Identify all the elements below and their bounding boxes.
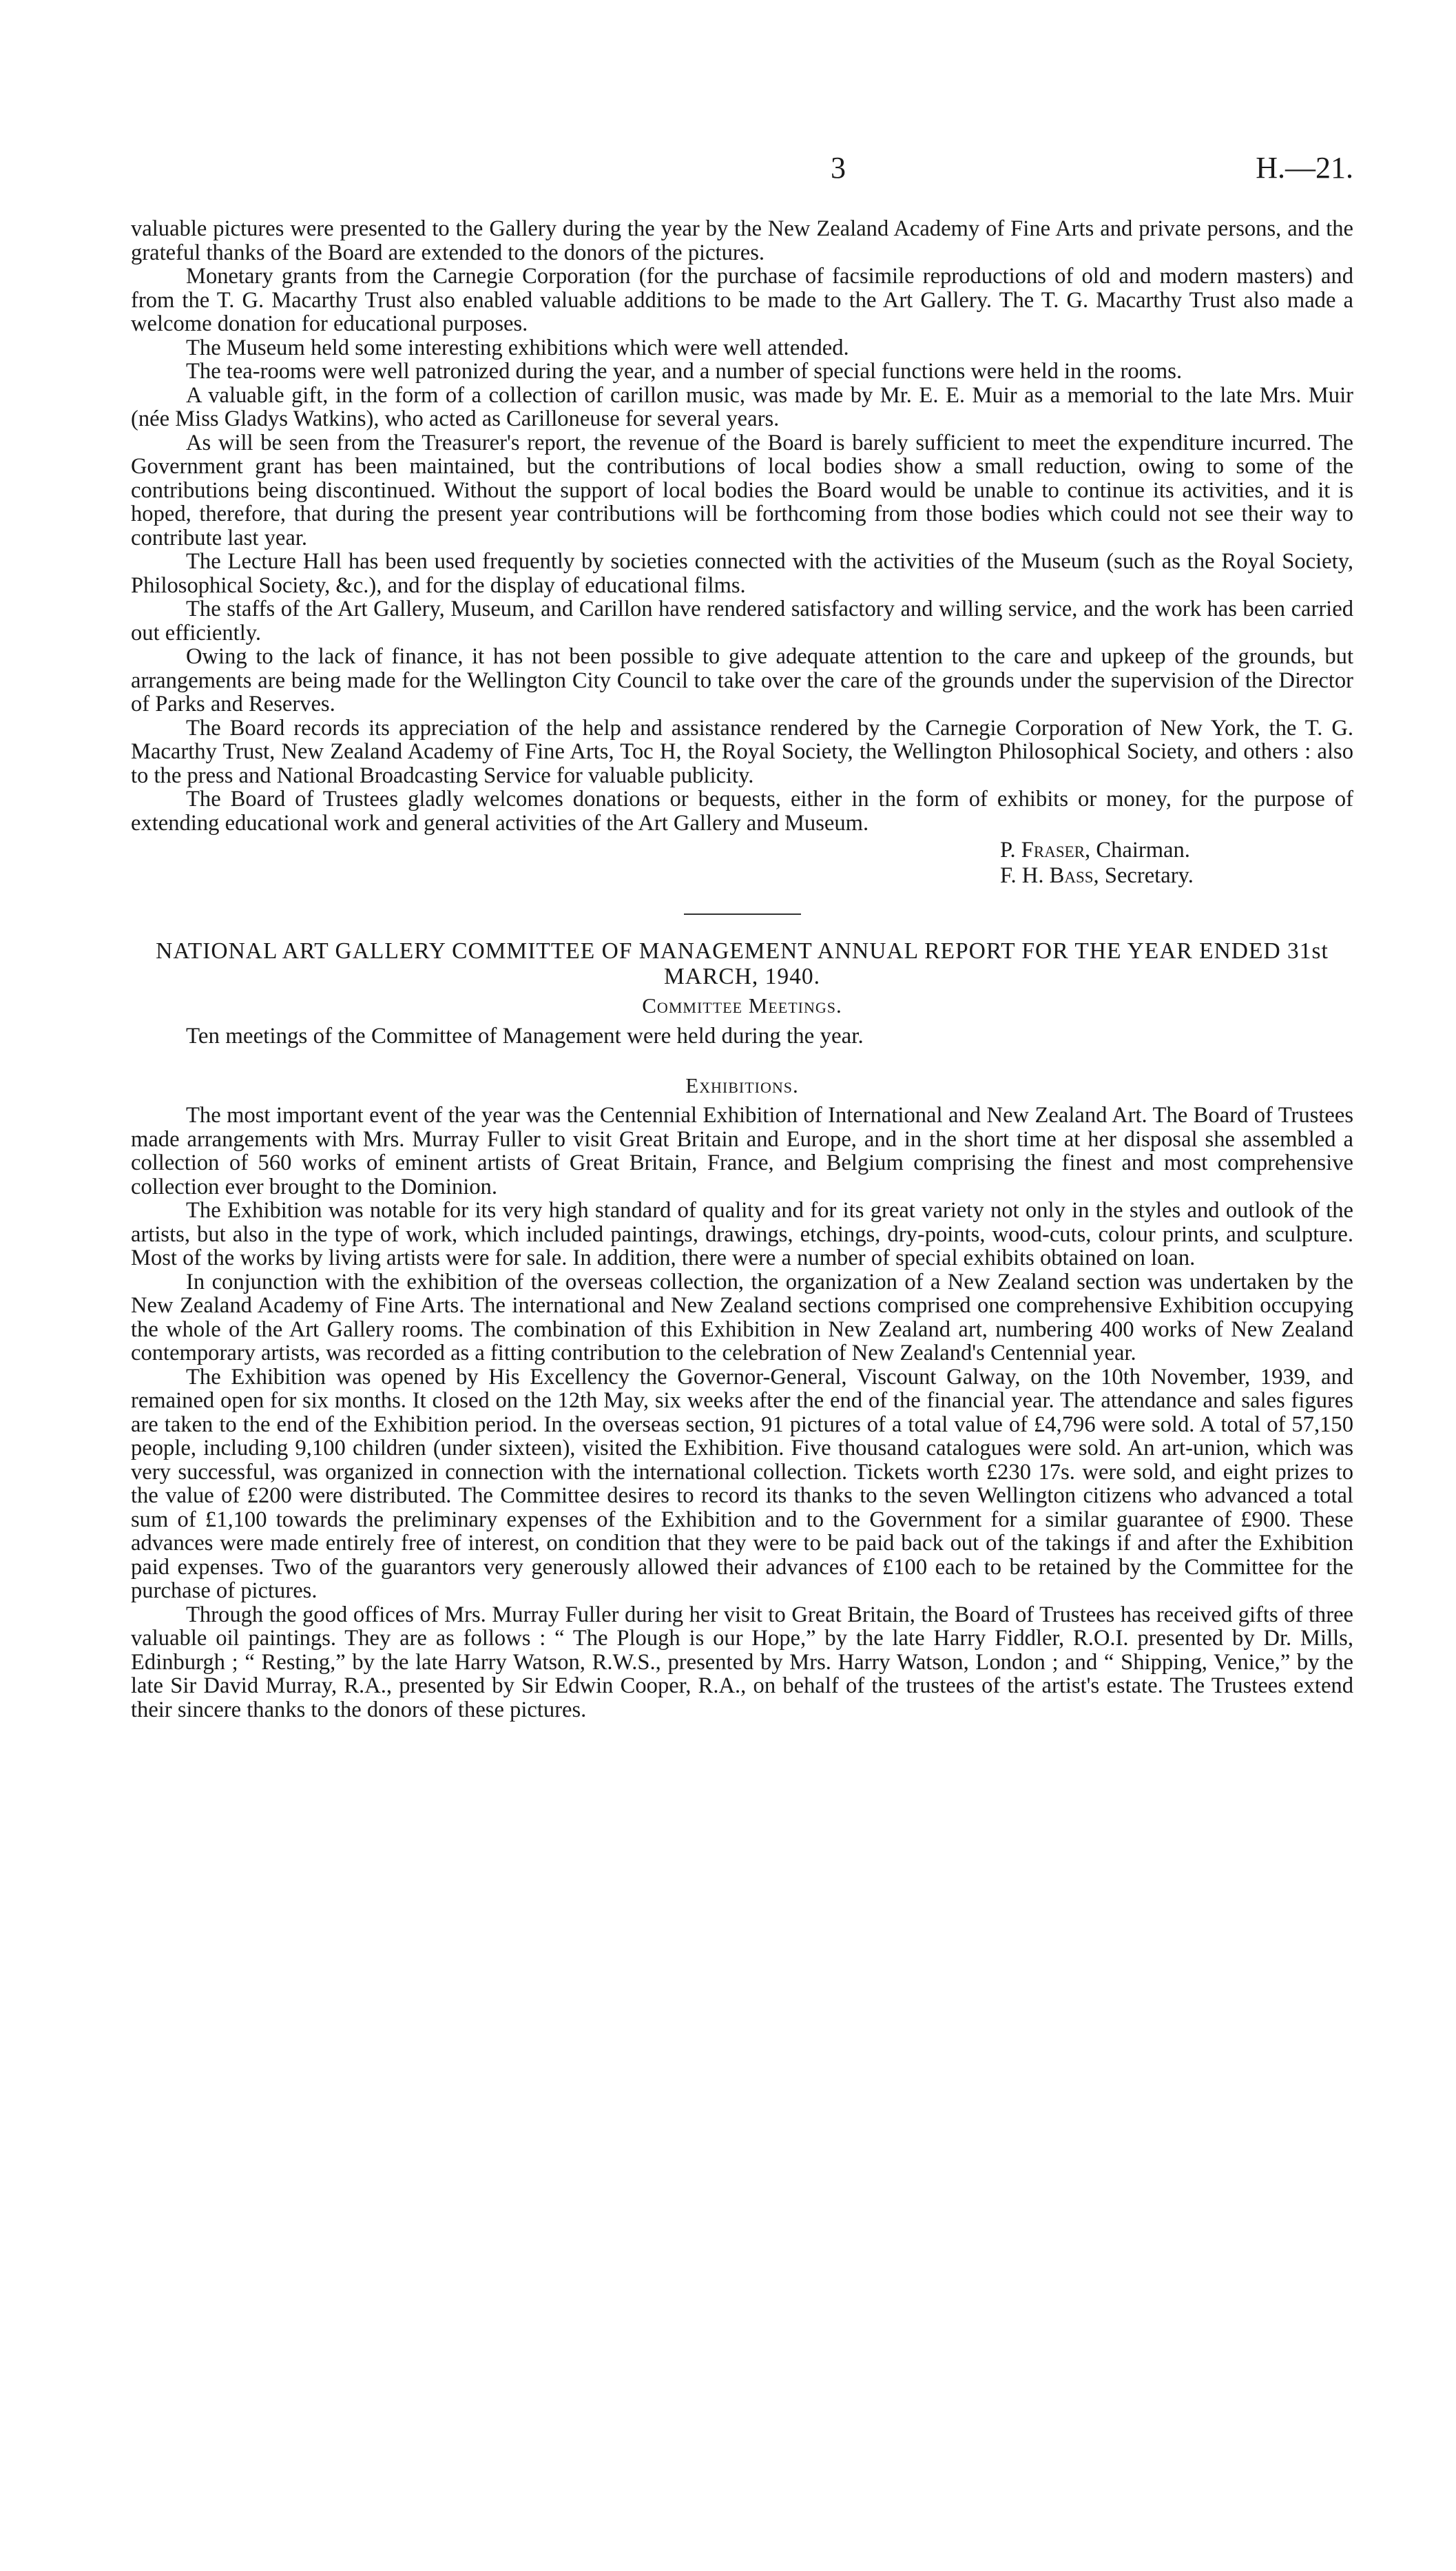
section-divider (684, 913, 801, 915)
signatory-name: P. Fraser (1000, 838, 1085, 863)
document-reference: H.—21. (1256, 151, 1353, 185)
signature-chairman (1000, 838, 1353, 863)
signatory-name: F. H. Bass (1000, 863, 1094, 888)
signatory-role: , Secretary. (1093, 863, 1194, 888)
paragraph: Monetary grants from the Carnegie Corporation (for the purchase of facsimile reproductions of old and modern masters) and from the T. G. Macarthy Trust also enabled valuable additions to be made to the Art Gallery. The T. G. Macarthy Trust also made a welcome donation for educational purposes. (131, 264, 1353, 336)
paragraph: As will be seen from the Treasurer's report, the revenue of the Board is barely sufficient to meet the expenditure incurred. The Government grant has been maintained, but the contributions of local bodies show a small reduction, owing to some of the contributions being discontinued. Without the support of local bodies the Board would be unable to continue its activities, and it is hoped, therefore, that during the present year contributions will be forthcoming from those bodies which could not see their way to contribute last year. (131, 430, 1353, 550)
paragraph: The Museum held some interesting exhibitions which were well attended. (186, 335, 849, 360)
report-title: NATIONAL ART GALLERY COMMITTEE OF MANAGEMENT ANNUAL REPORT FOR THE YEAR ENDED 31st MARCH, 1940. (156, 938, 1329, 989)
exhibitions-heading: Exhibitions. (685, 1073, 799, 1097)
paragraph: Through the good offices of Mrs. Murray Fuller during her visit to Great Britain, the Board of Trustees has received gifts of three valuable oil paintings. They are as follows : “ The Plough is our Hope,” by the late Harry Fiddler, R.O.I. presented by Dr. Mills, Edinburgh ; “ Resting,” by the late Harry Watson, R.W.S., presented by Mrs. Harry Watson, London ; and “ Shipping, Venice,” by the late Sir David Murray, R.A., presented by Sir Edwin Cooper, R.A., on behalf of the trustees of the artist's estate. The Trustees extend their sincere thanks to the donors of these pictures. (131, 1602, 1353, 1722)
paragraph: The Board of Trustees gladly welcomes donations or bequests, either in the form of exhibits or money, for the purpose of extending educational work and general activities of the Art Gallery and Museum. (131, 787, 1353, 836)
page-body (131, 217, 1353, 1722)
paragraph: The Board records its appreciation of the help and assistance rendered by the Carnegie Corporation of New York, the T. G. Macarthy Trust, New Zealand Academy of Fine Arts, Toc H, the Royal Society, the Wellington Philosophical Society, and others : also to the press and National Broadcasting Service for valuable publicity. (131, 715, 1353, 788)
paragraph: The tea-rooms were well patronized during the year, and a number of special functions were held in the rooms. (186, 359, 1183, 384)
paragraph: Owing to the lack of finance, it has not been possible to give adequate attention to the care and upkeep of the grounds, but arrangements are being made for the Wellington City Council to take over the care of the grounds under the supervision of the Director of Parks and Reserves. (131, 644, 1353, 716)
signatory-role: , Chairman. (1085, 838, 1190, 863)
committee-meetings-text: Ten meetings of the Committee of Management were held during the year. (186, 1024, 864, 1049)
paragraph: The Exhibition was opened by His Excellency the Governor-General, Viscount Galway, on the 10th November, 1939, and remained open for six months. It closed on the 12th May, six weeks after the end of the financial year. The attendance and sales figures are taken to the end of the Exhibition period. In the overseas section, 91 pictures of a total value of £4,796 were sold. A total of 57,150 people, including 9,100 children (under sixteen), visited the Exhibition. Five thousand catalogues were sold. An art-union, which was very successful, was organized in connection with the international collection. Tickets worth £230 17s. were sold, and eight prizes to the value of £200 were distributed. The Committee desires to record its thanks to the seven Wellington citizens who advanced a total sum of £1,100 towards the preliminary expenses of the Exhibition and to the Government for a similar guarantee of £900. These advances were made entirely free of interest, on condition that they were to be paid back out of the takings if and after the Exhibition paid expenses. Two of the guarantors very generously allowed their advances of £100 each to be retained by the Committee for the purchase of pictures. (131, 1364, 1353, 1603)
paragraph: The most important event of the year was the Centennial Exhibition of International and New Zealand Art. The Board of Trustees made arrangements with Mrs. Murray Fuller to visit Great Britain and Europe, and in the short time at her disposal she assembled a collection of 560 works of eminent artists of Great Britain, France, and Belgium comprising the finest and most comprehensive collection ever brought to the Dominion. (131, 1103, 1353, 1199)
paragraph: valuable pictures were presented to the Gallery during the year by the New Zealand Academy of Fine Arts and private persons, and the grateful thanks of the Board are extended to the donors of the pictures. (131, 216, 1353, 265)
paragraph: The Exhibition was notable for its very high standard of quality and for its great variety not only in the styles and outlook of the artists, but also in the type of work, which included paintings, drawings, etchings, dry-points, wood-cuts, colour prints, and sculpture. Most of the works by living artists were for sale. In addition, there were a number of special exhibits obtained on loan. (131, 1198, 1353, 1270)
signature-secretary (1000, 863, 1353, 889)
signature-block (131, 838, 1353, 889)
page-number: 3 (831, 151, 846, 185)
paragraph: The staffs of the Art Gallery, Museum, and Carillon have rendered satisfactory and willing service, and the work has been carried out efficiently. (131, 597, 1353, 646)
committee-meetings-heading: Committee Meetings. (642, 993, 842, 1018)
page-header (131, 150, 1353, 198)
paragraph: A valuable gift, in the form of a collection of carillon music, was made by Mr. E. E. Muir as a memorial to the late Mrs. Muir (née Miss Gladys Watkins), who acted as Carilloneuse for several years. (131, 382, 1353, 431)
paragraph: In conjunction with the exhibition of the overseas collection, the organization of a New Zealand section was undertaken by the New Zealand Academy of Fine Arts. The international and New Zealand sections comprised one comprehensive Exhibition occupying the whole of the Art Gallery rooms. The combination of this Exhibition in New Zealand art, numbering 400 works of New Zealand contemporary artists, was recorded as a fitting contribution to the celebration of New Zealand's Centennial year. (131, 1269, 1353, 1365)
paragraph: The Lecture Hall has been used frequently by societies connected with the activities of the Museum (such as the Royal Society, Philosophical Society, &c.), and for the display of educational films. (131, 549, 1353, 598)
